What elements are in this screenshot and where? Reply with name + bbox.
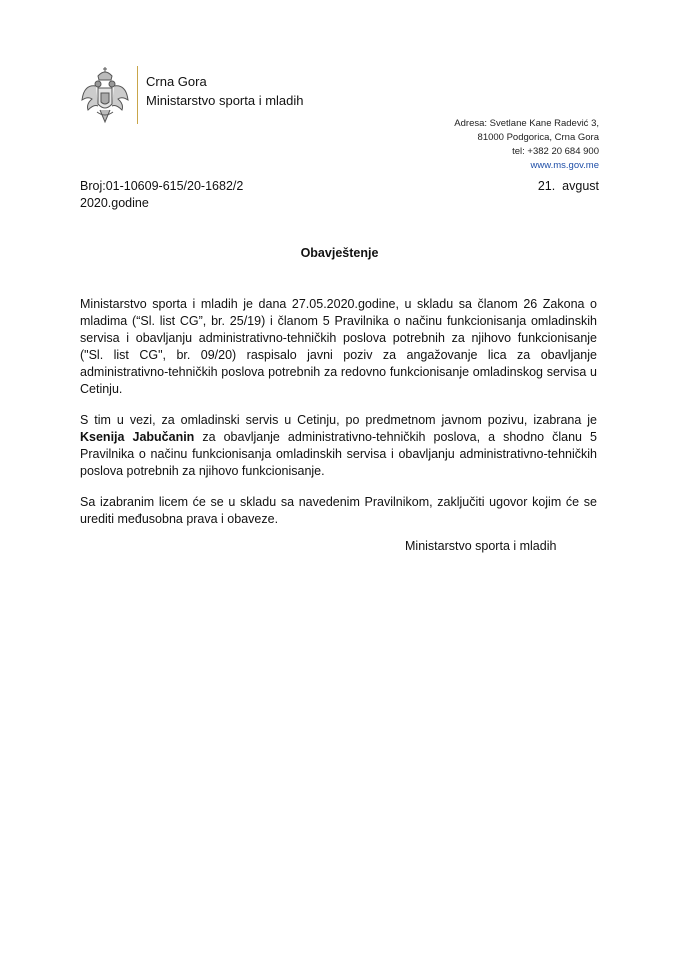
organization-name	[146, 72, 304, 110]
coat-of-arms-icon	[80, 66, 130, 126]
reference-block	[80, 178, 243, 212]
website-link[interactable]: www.ms.gov.me	[530, 160, 599, 171]
org-country: Crna Gora	[146, 74, 207, 89]
paragraph-3: Sa izabranim licem će se u skladu sa navedenim Pravilnikom, zaključiti ugovor kojim će se urediti međusobna prava i obaveze.	[80, 495, 597, 526]
signature: Ministarstvo sporta i mladih	[405, 539, 557, 553]
reference-number: Broj:01-10609-615/20-1682/2	[80, 179, 244, 193]
address-block	[454, 117, 599, 173]
paragraph-2	[80, 412, 597, 480]
document-date: 21. avgust	[537, 179, 599, 193]
address-street: Adresa: Svetlane Kane Radević 3,	[454, 118, 599, 129]
document-title: Obavještenje	[300, 246, 379, 260]
org-ministry: Ministarstvo sporta i mladih	[146, 93, 304, 108]
address-city: 81000 Podgorica, Crna Gora	[477, 132, 599, 143]
address-phone: tel: +382 20 684 900	[512, 146, 599, 157]
letterhead-divider	[137, 66, 138, 124]
reference-year: 2020.godine	[80, 196, 149, 210]
selected-person-name: Ksenija Jabučanin	[80, 430, 195, 444]
document-body	[80, 296, 597, 542]
paragraph-1: Ministarstvo sporta i mladih je dana 27.05.2020.godine, u skladu sa članom 26 Zakona o mladima (“Sl. list CG”, br. 25/19) i članom 5 Pravilnika o načinu funkcionisanja omladinskih servisa i obavljanju administrativno-tehničkih poslova potrebnih za njihovo funkcionisanje ("Sl. list CG", br. 09/20) raspisalo javni poziv za angažovanje lica za obavljanje administrativno-tehničkih poslova potrebnih za redovno funkcionisanje omladinskog servisa u Cetinju.	[80, 297, 597, 396]
paragraph-2-intro: S tim u vezi, za omladinski servis u Cetinju, po predmetnom javnom pozivu, izabrana je	[80, 413, 597, 427]
paragraph-2-rest: za obavljanje administrativno-tehničkih poslova, a shodno članu 5 Pravilnika o načinu funkcionisanja omladinskih servisa i obavljanju administrativno-tehničkih poslova potrebnih za njihovo funkcionisanje.	[80, 430, 597, 478]
